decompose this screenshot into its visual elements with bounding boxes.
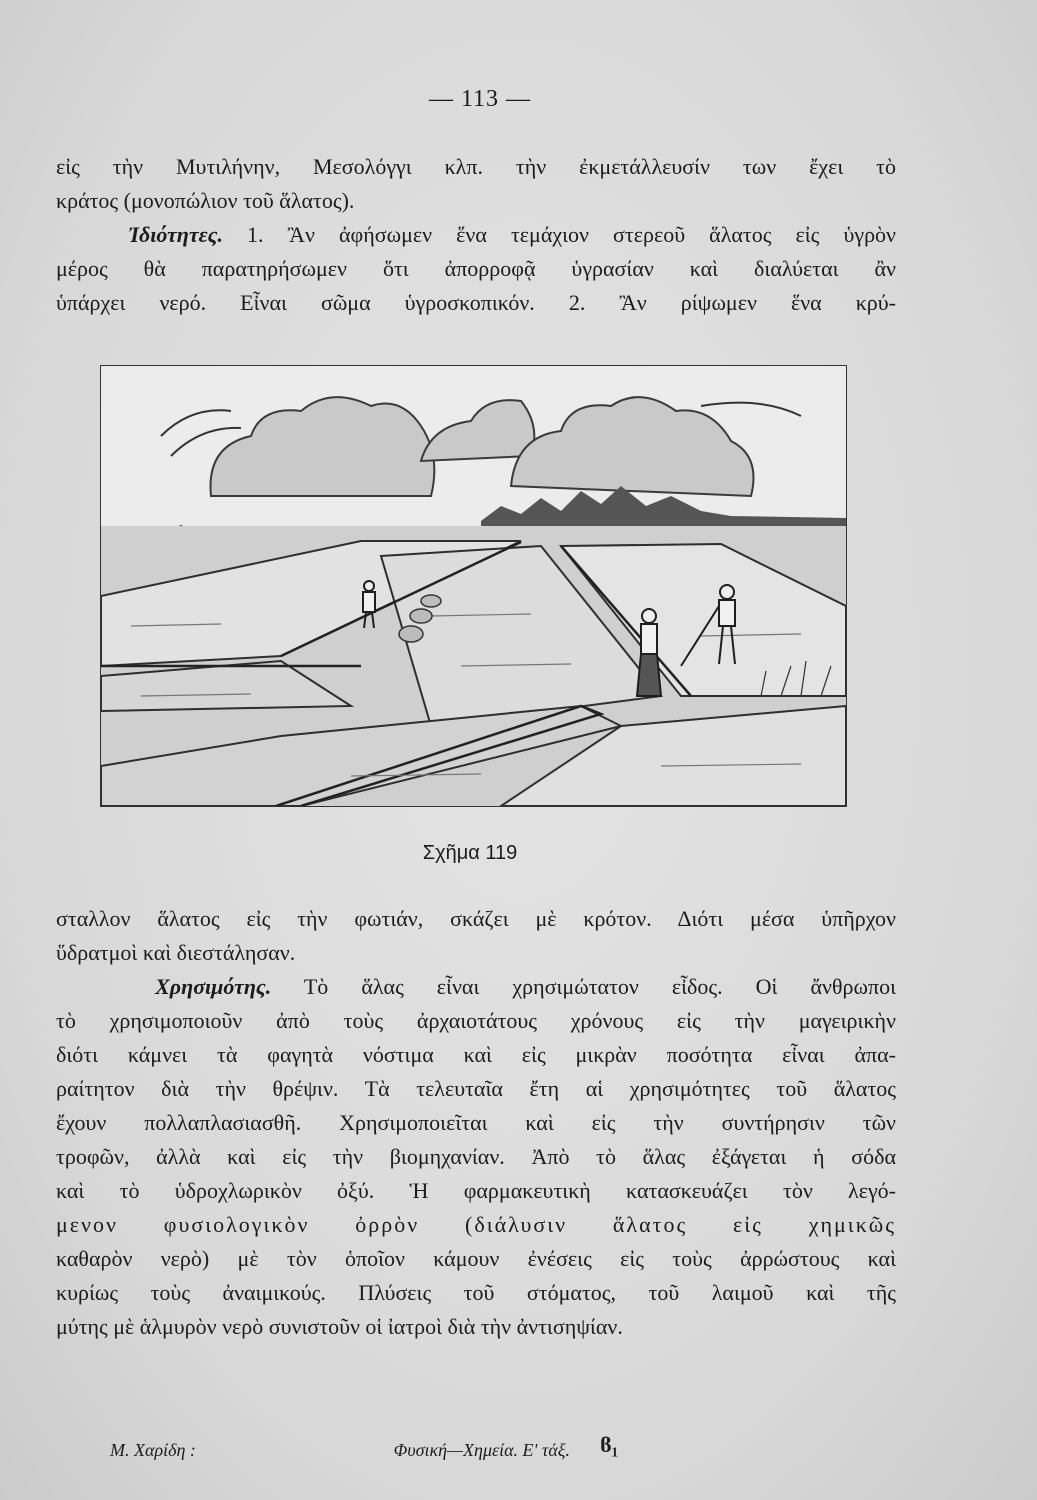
text-line: ὑπάρχει νερό. Εἶναι σῶμα ὑγροσκοπικόν. 2. Ἂν ρίψωμεν ἕνα κρύ- xyxy=(56,290,896,315)
text-fragment: 1. Ἂν ἀφήσωμεν ἕνα τεμάχιον στερεοῦ ἅλατος εἰς ὑγρὸν xyxy=(222,222,897,247)
text-line: μενον φυσιολογικὸν ὀρρὸν (διάλυσιν ἅλατος εἰς χημικῶς xyxy=(56,1212,896,1237)
text-line: μύτης μὲ ἁλμυρὸν νερὸ συνιστοῦν οἱ ἰατροὶ διὰ τὴν ἀντισηψίαν. xyxy=(56,1314,623,1339)
text-line xyxy=(56,218,896,252)
text-line: καὶ τὸ ὑδροχλωρικὸν ὀξύ. Ἡ φαρμακευτικὴ κατασκευάζει τὸν λεγό- xyxy=(56,1178,896,1203)
text-line: κράτος (μονοπώλιον τοῦ ἅλατος). xyxy=(56,188,355,213)
text-line: καθαρὸν νερὸ) μὲ τὸν ὁποῖον κάμουν ἐνέσεις εἰς τοὺς ἀρρώστους καὶ xyxy=(56,1246,896,1271)
text-line: τροφῶν, ἀλλὰ καὶ εἰς τὴν βιομηχανίαν. Ἀπὸ τὸ ἅλας ἐξάγεται ἡ σόδα xyxy=(56,1144,896,1169)
text-line: ραίτητον διὰ τὴν θρέψιν. Τὰ τελευταῖα ἔτη αἱ χρησιμότητες τοῦ ἅλατος xyxy=(56,1076,896,1101)
footer-book-title: Φυσική—Χημεία. Ε' τάξ. xyxy=(393,1440,570,1460)
salt-flats-drawing xyxy=(101,366,846,806)
figure-caption: Σχῆμα 119 xyxy=(422,842,518,864)
text-line: ὕδρατμοὶ καὶ διεστάλησαν. xyxy=(56,940,296,965)
text-fragment: Τὸ ἅλας εἶναι χρησιμώτατον εἶδος. Οἱ ἄνθρωποι xyxy=(271,974,896,999)
text-line: κυρίως τοὺς ἀναιμικούς. Πλύσεις τοῦ στόματος, τοῦ λαιμοῦ καὶ τῆς xyxy=(56,1280,896,1305)
text-line xyxy=(56,970,896,1004)
text-line: ἔχουν πολλαπλασιασθῆ. Χρησιμοποιεῖται καὶ εἰς τὴν συντήρησιν τῶν xyxy=(56,1110,896,1135)
text-line: σταλλον ἅλατος εἰς τὴν φωτιάν, σκάζει μὲ κρότον. Διότι μέσα ὑπῆρχον xyxy=(56,906,896,931)
text-line: εἰς τὴν Μυτιλήνην, Μεσολόγγι κλπ. τὴν ἐκμετάλλευσίν των ἔχει τὸ xyxy=(56,154,896,179)
paragraph-salt-uses xyxy=(56,902,896,1344)
section-heading-uses: Χρησιμότης. xyxy=(155,974,272,999)
text-line: μέρος θὰ παρατηρήσωμεν ὅτι ἀπορροφᾷ ὑγρασίαν καὶ διαλύεται ἂν xyxy=(56,256,896,281)
footer-author: Μ. Χαρίδη : xyxy=(110,1440,196,1460)
page-footer xyxy=(110,1440,570,1461)
section-heading-properties: Ἰδιότητες. xyxy=(128,222,223,247)
text-line: τὸ χρησιμοποιοῦν ἀπὸ τοὺς ἀρχαιοτάτους χρόνους εἰς τὴν μαγειρικὴν xyxy=(56,1008,896,1033)
text-line: διότι κάμνει τὰ φαγητὰ νόστιμα καὶ εἰς μικρὰν ποσότητα εἶναι ἀπα- xyxy=(56,1042,896,1067)
paragraph-salt-properties xyxy=(56,150,896,320)
page-number: — 113 — xyxy=(428,86,532,112)
printer-signature-mark: ϐ₁ xyxy=(600,1432,619,1457)
salt-pan-illustration xyxy=(100,365,847,807)
